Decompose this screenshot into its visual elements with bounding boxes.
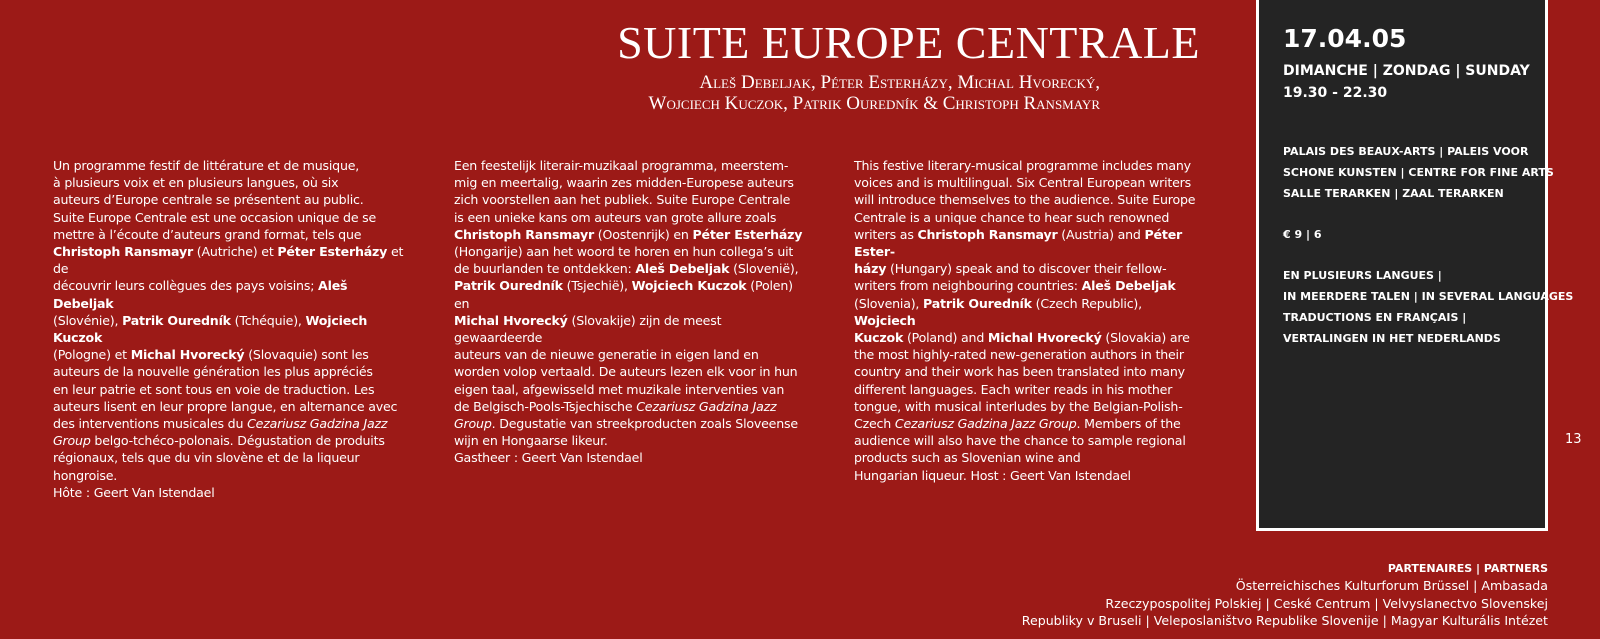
english-description bbox=[854, 157, 1200, 484]
dutch-description bbox=[454, 157, 806, 467]
language-info bbox=[1283, 265, 1574, 349]
author-name: Christoph Ransmayr bbox=[917, 226, 1058, 242]
partners-heading: PARTENAIRES | PARTNERS bbox=[1387, 562, 1548, 575]
french-description bbox=[53, 157, 405, 501]
author-name: Wojciech Kuczok bbox=[631, 278, 747, 294]
dutch-text bbox=[454, 157, 806, 467]
text-run: Un programme festif de littérature et de musique, à plusieurs voix et en plusieurs langues, où six auteurs d’Europe centrale se présentent au public. Suite Europe Centrale est une occasion unique de se mettre à l’écoute d’auteurs grand format, tels que bbox=[53, 158, 377, 242]
author-name: Aleš Debeljak bbox=[635, 261, 730, 277]
text-run: belgo-tchéco-polonais. Dégustation de produits régionaux, tels que du vin slovène et de la liqueur hongroise. Hôte : Geert Van Istendael bbox=[53, 433, 385, 500]
partners-section bbox=[848, 560, 1548, 630]
text-run: (Hongarije) aan het woord te horen en hun collega’s uit de buurlanden te ontdekken: bbox=[454, 244, 794, 277]
partners-line: Rzeczypospolitej Polskiej | Ceské Centrum | Velvyslanectvo Slovenskej bbox=[1105, 595, 1548, 611]
text-run: (Polen) en bbox=[454, 278, 793, 311]
text-run: (Slovénie), bbox=[53, 312, 123, 328]
author-name: Christoph Ransmayr bbox=[53, 244, 193, 260]
text-run: This festive literary-musical programme includes many voices and is multilingual. Six Central European writers will introduce themselves to the audience. Suite Europe Centrale is a unique chance to hear such renowned writers as bbox=[854, 158, 1196, 242]
price-info: € 9 | 6 bbox=[1283, 228, 1322, 241]
author-name: Wojciech Kuczok bbox=[854, 312, 916, 346]
text-run: (Tchéquie), bbox=[230, 312, 306, 328]
language-line: VERTALINGEN IN HET NEDERLANDS bbox=[1283, 332, 1501, 345]
text-run: Een feestelijk literair-muzikaal programma, meerstem- mig en meertalig, waarin zes midden-Europese auteurs zich voorstellen aan het publiek. Suite Europe Centrale is een unieke kans om auteurs van grote allure zoals bbox=[454, 158, 794, 225]
author-name: Michal Hvorecký bbox=[454, 312, 568, 328]
venue-line: SALLE TERARKEN | ZAAL TERARKEN bbox=[1283, 187, 1504, 200]
author-name: Aleš Debeljak bbox=[53, 278, 348, 311]
text-run: (Poland) and bbox=[903, 330, 988, 346]
band-name: Cezariusz Gadzina Jazz Group bbox=[454, 398, 777, 432]
author-name: Wojciech Kuczok bbox=[53, 312, 368, 346]
event-time: 19.30 - 22.30 bbox=[1283, 85, 1388, 101]
partners-line: Österreichisches Kulturforum Brüssel | Ambasada bbox=[1235, 578, 1548, 594]
band-name: Cezariusz Gadzina Jazz Group bbox=[894, 416, 1077, 432]
event-days: DIMANCHE | ZONDAG | SUNDAY bbox=[1283, 63, 1530, 79]
language-line: EN PLUSIEURS LANGUES | bbox=[1283, 269, 1442, 282]
french-text bbox=[53, 157, 405, 501]
text-run: (Czech Republic), bbox=[1031, 295, 1142, 311]
text-run: (Slovenia), bbox=[854, 295, 924, 311]
text-run: (Pologne) et bbox=[53, 347, 131, 363]
text-run: . Degustatie van streekproducten zoals Sloveense wijn en Hongaarse likeur. Gastheer : Geert Van Istendael bbox=[454, 416, 798, 466]
author-name: Péter Ester- házy bbox=[854, 226, 1183, 277]
author-name: Patrik Ouredník bbox=[923, 295, 1032, 311]
text-run: (Slovakije) zijn de meest gewaardeerde auteurs van de nieuwe generatie in eigen land en worden volop vertaald. De auteurs lezen elk voor in hun eigen taal, afgewisseld met muzikale interventies van de Belgisch-Pools-Tsjechische bbox=[454, 312, 798, 414]
author-list bbox=[400, 72, 1100, 114]
text-run: (Tsjechië), bbox=[562, 278, 632, 294]
page-title: SUITE EUROPE CENTRALE bbox=[617, 17, 1200, 68]
partners-line: Republiky v Bruseli | Veleposlaništvo Republike Slovenije | Magyar Kulturális Intézet bbox=[1021, 613, 1548, 629]
text-run: (Oostenrijk) en bbox=[593, 226, 693, 242]
venue-line: PALAIS DES BEAUX-ARTS | PALEIS VOOR bbox=[1283, 145, 1529, 158]
author-name: Patrik Ouredník bbox=[122, 312, 231, 328]
text-run: (Slovaquie) sont les auteurs de la nouvelle génération les plus appréciés en leur patrie et sont tous en voie de traduction. Les auteurs lisent en leur propre langue, en alternance avec des interventions musicales du bbox=[53, 347, 398, 432]
author-name: Michal Hvorecký bbox=[987, 330, 1102, 346]
author-line-1: Aleš Debeljak, Péter Esterházy, Michal Hvorecký, bbox=[699, 72, 1100, 93]
english-text bbox=[854, 157, 1200, 484]
text-run: et de découvrir leurs collègues des pays voisins; bbox=[53, 244, 404, 294]
text-run: (Slovenië), bbox=[729, 261, 799, 277]
author-name: Christoph Ransmayr bbox=[454, 226, 594, 242]
text-run: (Autriche) et bbox=[192, 244, 278, 260]
language-line: TRADUCTIONS EN FRANÇAIS | bbox=[1283, 311, 1467, 324]
band-name: Cezariusz Gadzina Jazz Group bbox=[53, 416, 388, 449]
author-name: Péter Esterházy bbox=[692, 226, 803, 242]
language-line: IN MEERDERE TALEN | IN SEVERAL LANGUAGES bbox=[1283, 290, 1574, 303]
author-line-2: Wojciech Kuczok, Patrik Ouredník & Christoph Ransmayr bbox=[648, 93, 1100, 114]
text-run: (Hungary) speak and to discover their fellow- writers from neighbouring countries: bbox=[854, 261, 1167, 294]
venue-info bbox=[1283, 141, 1554, 204]
author-name: Michal Hvorecký bbox=[130, 347, 245, 363]
author-name: Péter Esterházy bbox=[277, 244, 388, 260]
page-number: 13 bbox=[1565, 432, 1582, 447]
event-date: 17.04.05 bbox=[1283, 24, 1407, 53]
venue-line: SCHONE KUNSTEN | CENTRE FOR FINE ARTS bbox=[1283, 166, 1554, 179]
author-name: Patrik Ouredník bbox=[454, 278, 563, 294]
text-run: (Slovakia) are the most highly-rated new-generation authors in their country and their work has been translated into many different languages. Each writer reads in his mother tongue, with musical interludes by the Belgian-Polish- Czech bbox=[854, 330, 1190, 432]
author-name: Aleš Debeljak bbox=[1081, 278, 1176, 294]
text-run: . Members of the audience will also have the chance to sample regional products such as Slovenian wine and Hungarian liqueur. Host : Geert Van Istendael bbox=[854, 416, 1186, 483]
text-run: (Austria) and bbox=[1057, 226, 1145, 242]
